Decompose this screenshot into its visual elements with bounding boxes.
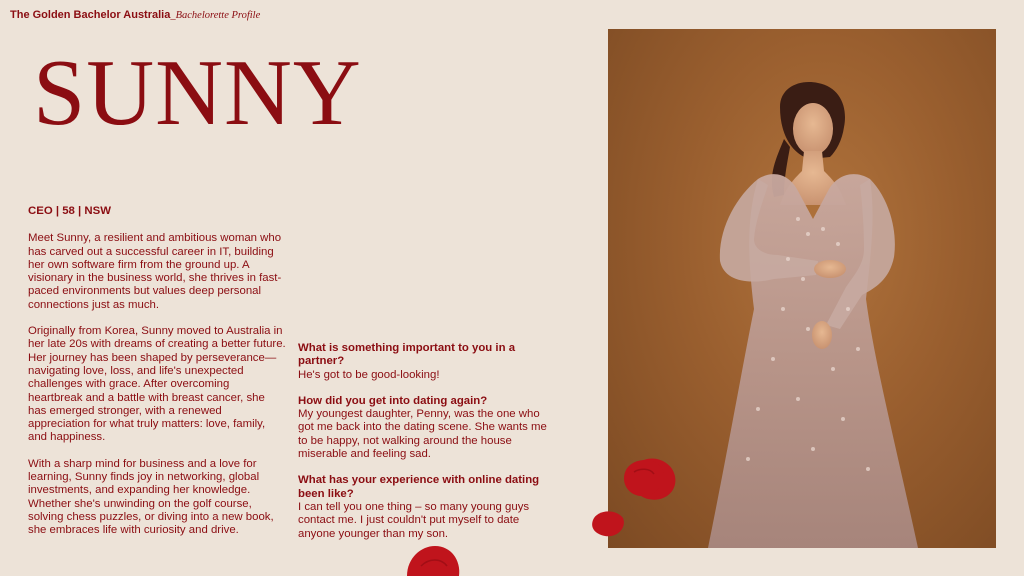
rose-petal-icon bbox=[403, 544, 463, 576]
qa-question: What is something important to you in a partner? bbox=[298, 342, 516, 368]
qa-question: How did you get into dating again? bbox=[298, 394, 488, 407]
qa-question: What has your experience with online dating been like? bbox=[298, 474, 540, 500]
bio-paragraph-1: Meet Sunny, a resilient and ambitious woman who has carved out a successful career in IT, building her own software firm from the ground up. A visionary in the business world, she thrives in fast-paced environments but values deep personal connections just as much. bbox=[28, 232, 282, 311]
rose-petal-icon bbox=[620, 456, 666, 500]
profile-photo bbox=[608, 29, 996, 548]
bio-column bbox=[28, 205, 286, 551]
qa-answer: My youngest daughter, Penny, was the one who got me back into the dating scene. She wants me to be happy, not walking around the house miserable and feeling sad. bbox=[298, 408, 547, 461]
qa-column bbox=[298, 342, 558, 554]
qa-answer: He's got to be good-looking! bbox=[298, 368, 440, 381]
profile-meta: CEO | 58 | NSW bbox=[28, 205, 111, 217]
header-subtitle: Bachelorette Profile bbox=[175, 10, 261, 21]
qa-answer: I can tell you one thing – so many young guys contact me. I just couldn't put myself to date anyone younger than my son. bbox=[298, 500, 530, 540]
portrait-illustration bbox=[608, 29, 996, 548]
qa-item bbox=[298, 395, 558, 461]
rose-petal-icon bbox=[589, 506, 627, 540]
header-separator: _ bbox=[170, 10, 176, 21]
bio-paragraph-2: Originally from Korea, Sunny moved to Australia in her late 20s with dreams of creating a better future. Her journey has been shaped by perseverance—navigating love, loss, and life's unexpected challenges with grace. After overcoming heartbreak and a battle with breast cancer, she has emerged stronger, with a renewed appreciation for what truly matters: love, family, and happiness. bbox=[28, 325, 286, 444]
qa-item bbox=[298, 474, 558, 540]
header bbox=[10, 9, 260, 21]
bio-paragraph-3: With a sharp mind for business and a love for learning, Sunny finds joy in networking, global investments, and expanding her knowledge. Whether she's unwinding on the golf course, solving chess puzzles, or diving into a new book, she embraces life with curiosity and drive. bbox=[28, 457, 274, 537]
qa-item bbox=[298, 342, 558, 382]
profile-name: SUNNY bbox=[33, 41, 362, 145]
show-title: The Golden Bachelor Australia bbox=[10, 9, 171, 21]
